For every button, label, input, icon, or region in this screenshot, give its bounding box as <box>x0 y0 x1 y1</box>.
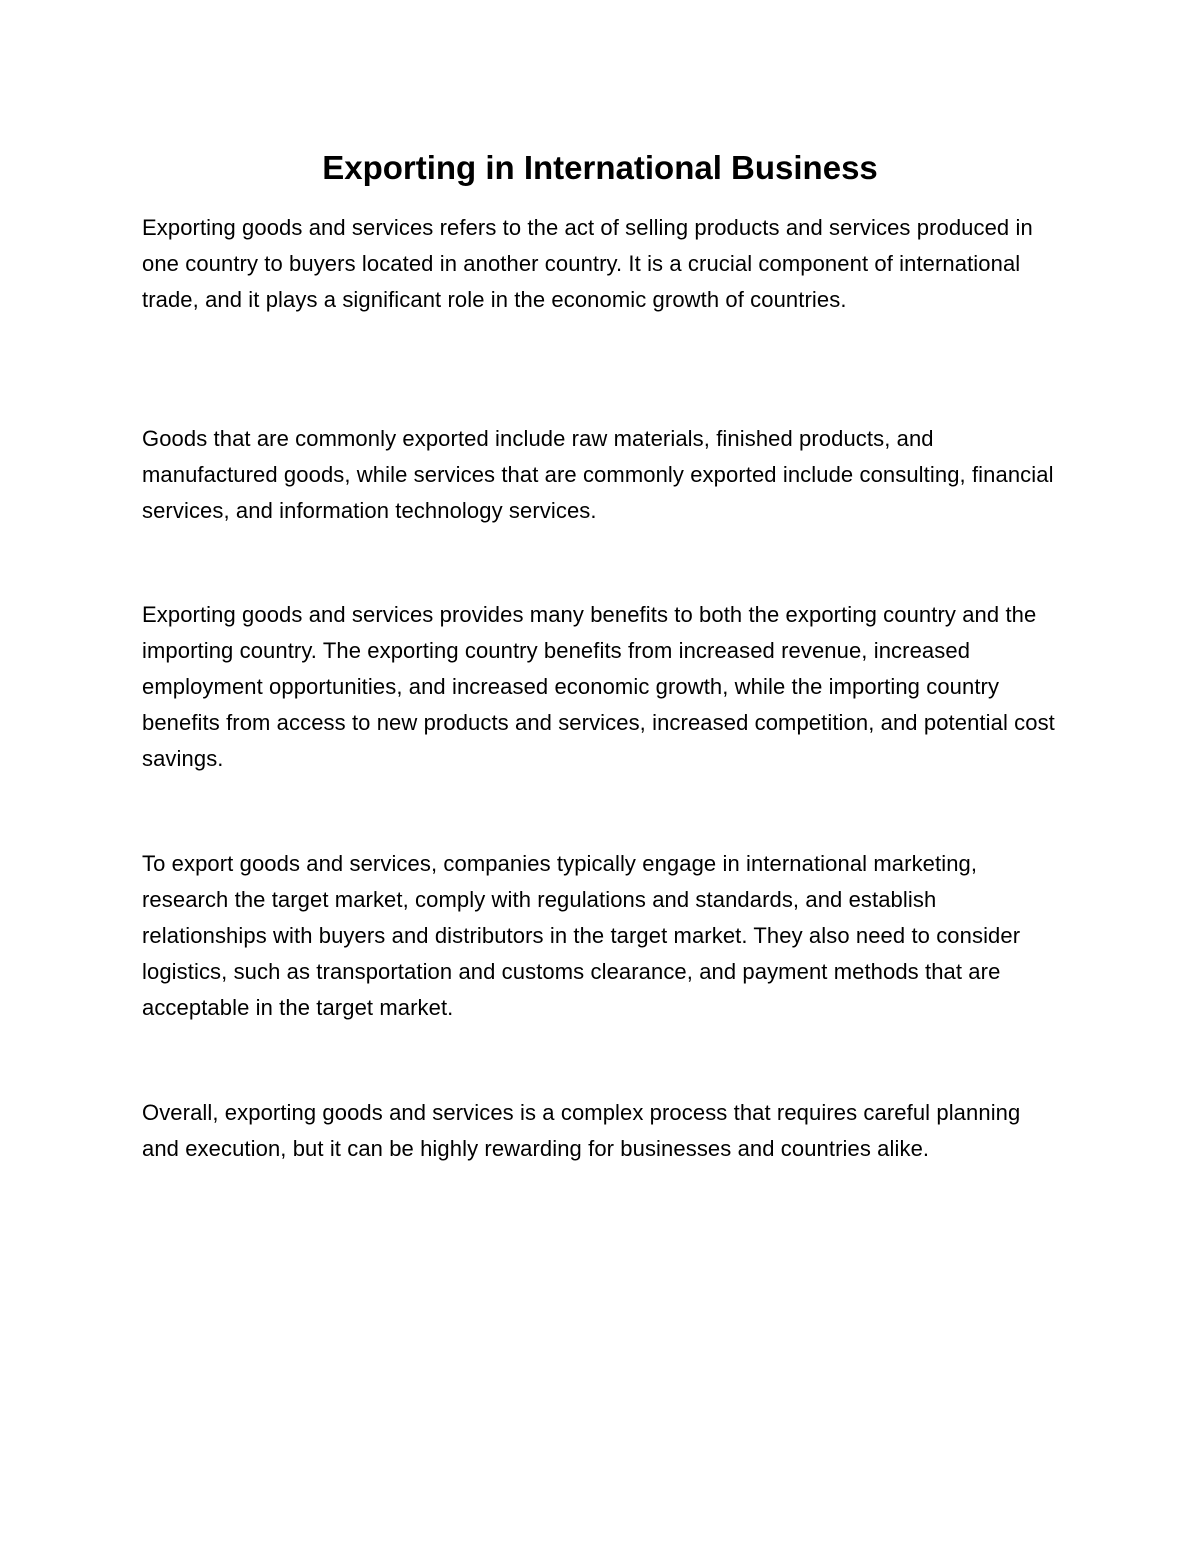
paragraph-definition: Exporting goods and services refers to the act of selling products and services produced in one country to buyers located in another country. It is a crucial component of international trade, and it plays a significant role in the economic growth of countries. <box>142 215 1033 312</box>
paragraph-common-exports: Goods that are commonly exported include raw materials, finished products, and manufactured goods, while services that are commonly exported include consulting, financial services, and information technology services. <box>142 426 1054 523</box>
paragraph-conclusion: Overall, exporting goods and services is a complex process that requires careful planning and execution, but it can be highly rewarding for businesses and countries alike. <box>142 1100 1021 1161</box>
paragraph-how-to-export: To export goods and services, companies typically engage in international marketing, research the target market, comply with regulations and standards, and establish relationships with buyers and distributors in the target market. They also need to consider logistics, such as transportation and customs clearance, and payment methods that are acceptable in the target market. <box>142 851 1021 1020</box>
document-title: Exporting in International Business <box>322 149 878 186</box>
paragraph-benefits: Exporting goods and services provides many benefits to both the exporting country and the importing country. The exporting country benefits from increased revenue, increased employment opportunities, and increased economic growth, while the importing country benefits from access to new products and services, increased competition, and potential cost savings. <box>142 602 1055 771</box>
